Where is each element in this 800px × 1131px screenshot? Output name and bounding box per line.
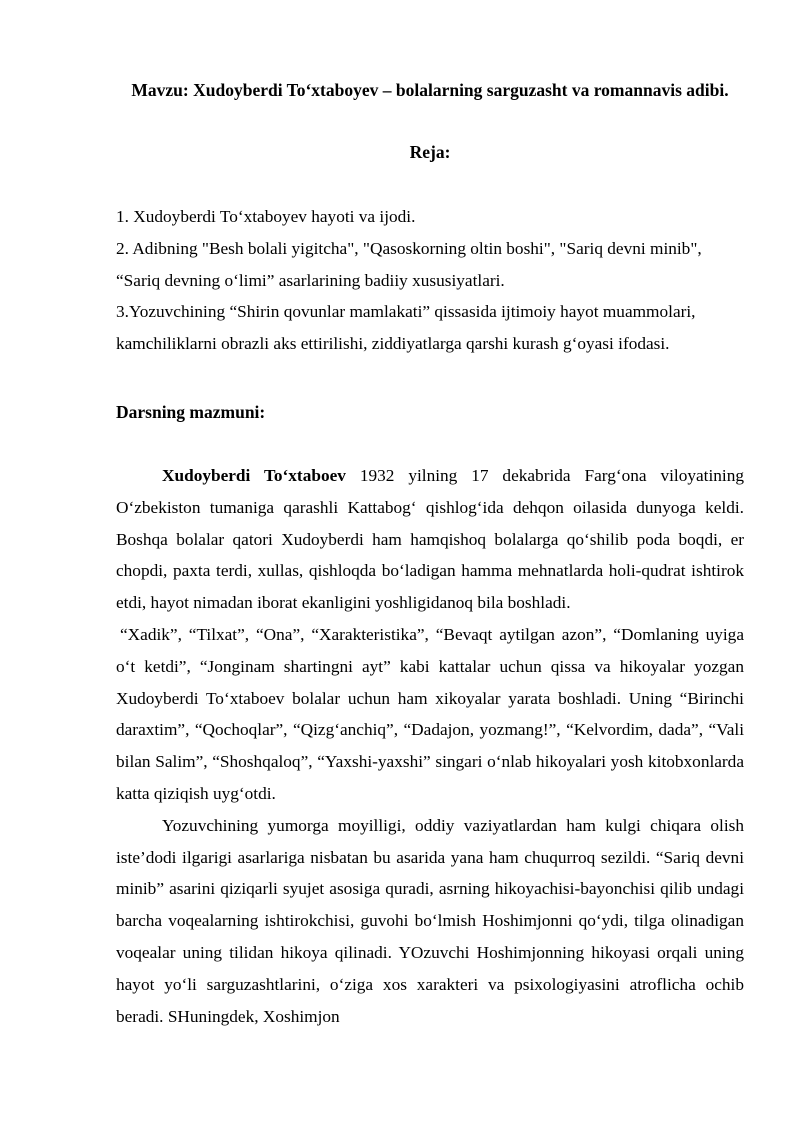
plan-item-1: 1. Xudoyberdi To‘xtaboyev hayoti va ijodi. <box>116 207 416 226</box>
plan-heading: Reja: <box>409 142 451 162</box>
body-text <box>116 460 744 1032</box>
plan-list <box>116 201 744 360</box>
paragraph-1-text: 1932 yilning 17 dekabrida Farg‘ona viloyatining O‘zbekiston tumaniga qarashli Kattabog‘ qishlog‘ida dehqon oilasida dunyoga keldi. Boshqa bolalar qatori Xudoyberdi ham hamqishoq bolalarga qo‘shilib poda boqdi, er chopdi, paxta terdi, xullas, qishloqda bo‘ladigan hamma mehnatlarda holi-qudrat ishtirok etdi, hayot nimadan iborat ekanligini yoshligidanoq bila boshladi. <box>116 466 745 613</box>
author-name: Xudoyberdi To‘xtaboev <box>162 466 346 485</box>
paragraph-1 <box>116 460 744 619</box>
section-heading: Darsning mazmuni: <box>116 402 266 422</box>
paragraph-3: Yozuvchining yumorga moyilligi, oddiy vaziyatlardan ham kulgi chiqara olish iste’dodi ilgarigi asarlariga nisbatan bu asarida yana ham chuqurroq sezildi. “Sariq devni minib” asarini qiziqarli syujet asosiga quradi, asrning hikoyachisi-bayonchisi qilib undagi barcha voqealarning ishtirokchisi, guvohi bo‘lmish Hoshimjonni qo‘ydi, tilga olinadigan voqealar uning tilidan hikoya qilinadi. YOzuvchi Hoshimjonning hikoyasi orqali uning hayot yo‘li sarguzashtlarini, o‘ziga xos xarakteri va psixologiyasini atroflicha ochib beradi. SHuningdek, Xoshimjon <box>116 815 744 1026</box>
plan-item-2: 2. Adibning "Besh bolali yigitcha", "Qasoskorning oltin boshi", "Sariq devni minib", “Sariq devning o‘limi” asarlarining badiiy xususiyatlari. <box>116 238 702 290</box>
document-title: Mavzu: Xudoyberdi To‘xtaboyev – bolalarning sarguzasht va romannavis adibi. <box>131 80 729 100</box>
paragraph-2: “Xadik”, “Tilxat”, “Ona”, “Xarakteristika”, “Bevaqt aytilgan azon”, “Domlaning uyiga o‘t ketdi”, “Jonginam shartingni ayt” kabi kattalar uchun qissa va hikoyalar yozgan Xudoyberdi To‘xtaboev bolalar uchun ham xikoyalar yarata boshladi. Uning “Birinchi daraxtim”, “Qochoqlar”, “Qizg‘anchiq”, “Dadajon, yozmang!”, “Kelvordim, dada”, “Vali bilan Salim”, “Shoshqaloq”, “Yaxshi-yaxshi” singari o‘nlab hikoyalari yosh kitobxonlarda katta qiziqish uyg‘otdi. <box>116 624 744 803</box>
plan-item-3: 3.Yozuvchining “Shirin qovunlar mamlakati” qissasida ijtimoiy hayot muammolari, kamchiliklarni obrazli aks ettirilishi, ziddiyatlarga qarshi kurash g‘oyasi ifodasi. <box>116 302 696 354</box>
